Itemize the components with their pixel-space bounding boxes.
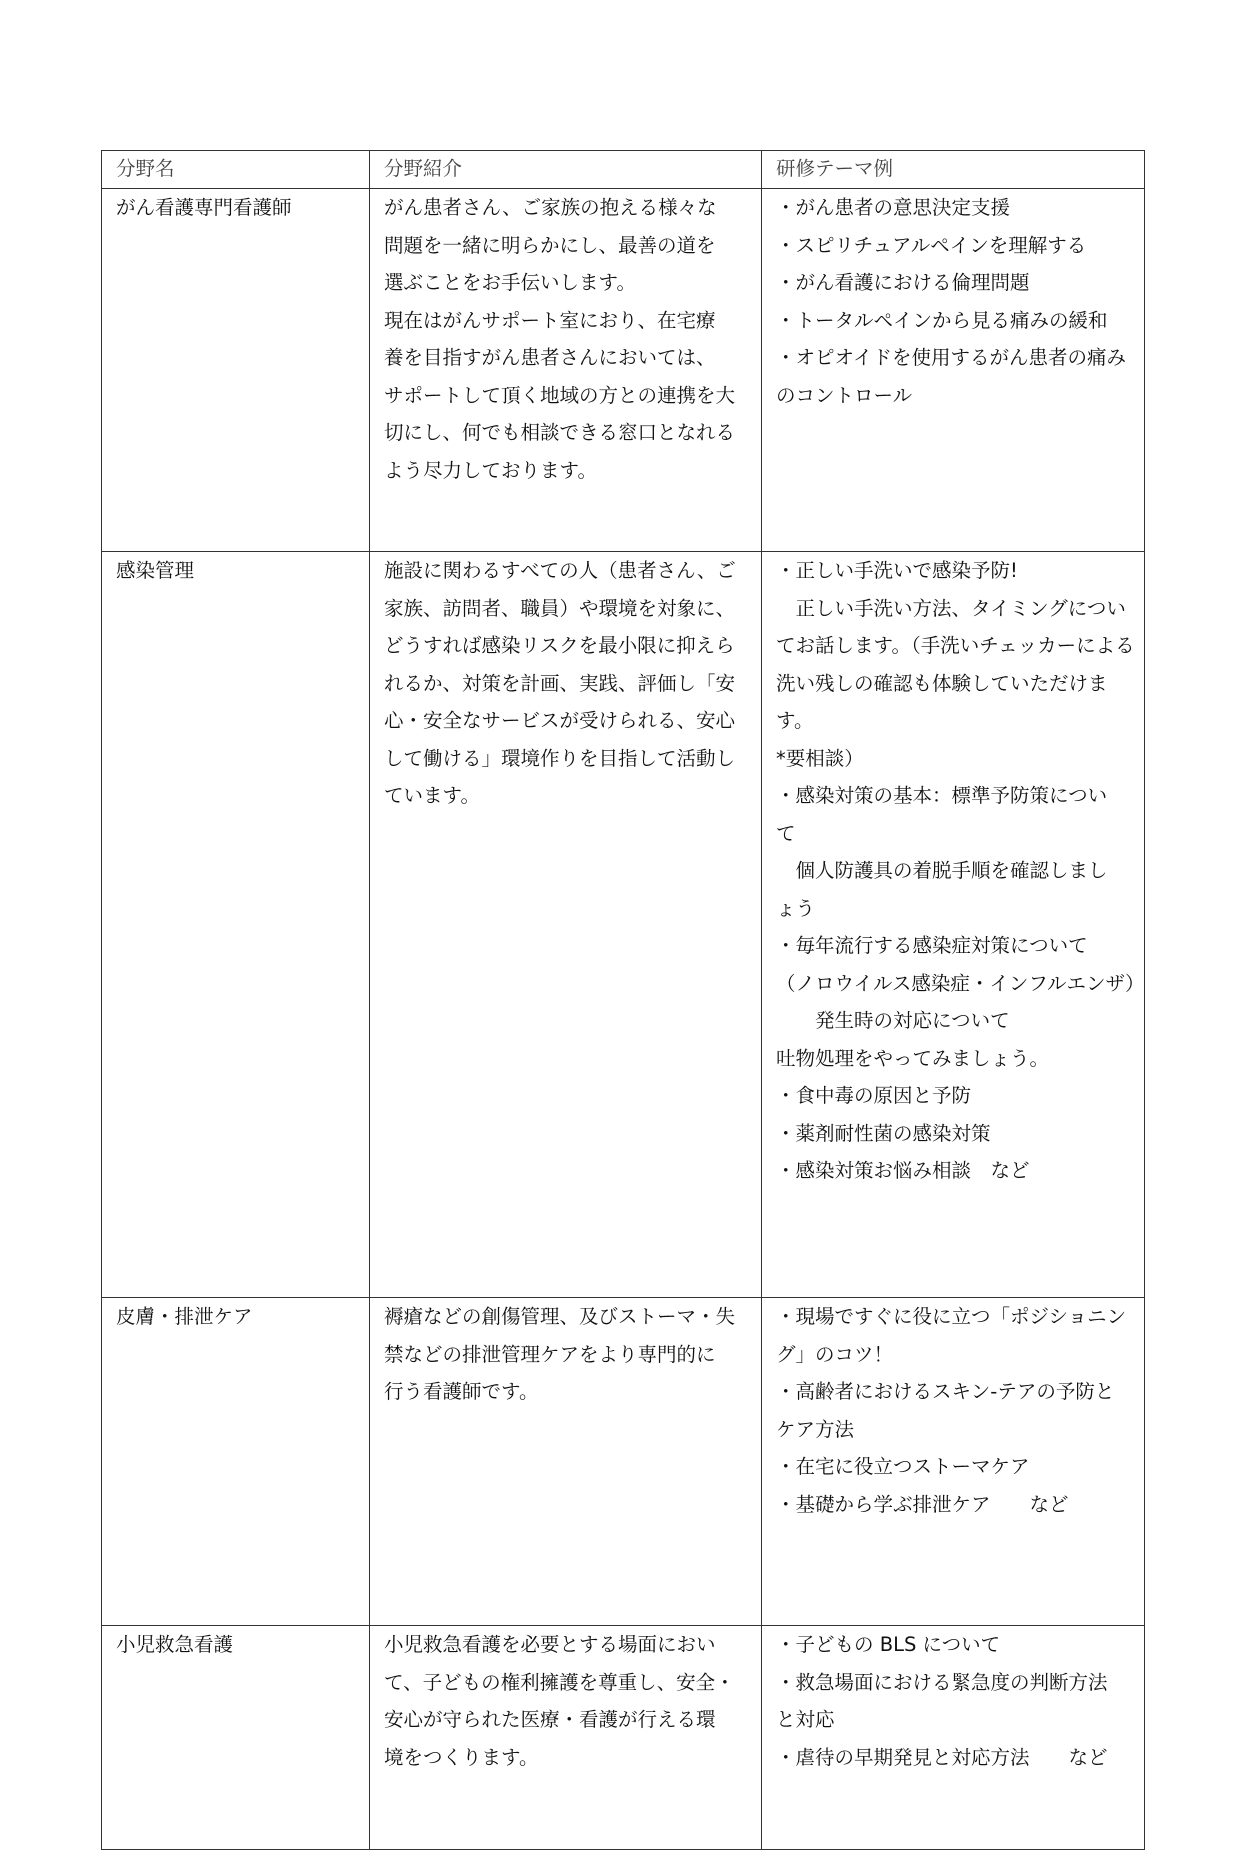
intro-line: 安心が守られた医療・看護が行える環 [384, 1708, 716, 1731]
intro-line: 行う看護師です。 [384, 1380, 539, 1403]
theme-line: 吐物処理をやってみましょう。 [776, 1046, 1050, 1070]
theme-line: ケア方法 [776, 1417, 855, 1441]
intro-line: 現在はがんサポート室におり、在宅療 [384, 308, 716, 332]
theme-line: 正しい手洗い方法、タイミングについ [776, 596, 1126, 620]
intro-line: 心・安全なサービスが受けられる、安心 [384, 709, 736, 732]
table-row [102, 1298, 1145, 1626]
field-name-cell [102, 1626, 370, 1850]
field-name: 感染管理 [116, 559, 195, 582]
training-themes-cell [762, 1298, 1145, 1626]
field-intro-cell [370, 552, 762, 1298]
intro-line: どうすれば感染リスクを最小限に抑えら [384, 634, 735, 657]
training-themes-cell [762, 189, 1145, 552]
training-themes-cell [762, 1626, 1145, 1850]
theme-line: てお話します。（手洗いチェッカーによる [776, 634, 1135, 657]
theme-line: ・がん患者の意思決定支援 [776, 196, 1011, 219]
intro-line: 施設に関わるすべての人（患者さん、ご [384, 559, 736, 582]
theme-line: 発生時の対応について [776, 1009, 1010, 1032]
field-name-cell [102, 1298, 370, 1626]
field-intro-cell [370, 189, 762, 552]
intro-line: れるか、対策を計画、実践、評価し「安 [384, 671, 736, 695]
intro-line: サポートして頂く地域の方との連携を大 [384, 383, 736, 407]
header-themes: 研修テーマ例 [762, 151, 1145, 189]
theme-line: ・正しい手洗いで感染予防! [776, 559, 1018, 582]
theme-line: す。 [776, 709, 814, 732]
theme-line: ・トータルペインから見る痛みの緩和 [776, 308, 1108, 332]
intro-line: がん患者さん、ご家族の抱える様々な [384, 196, 717, 219]
table-body [102, 189, 1145, 1850]
intro-line: て、子どもの権利擁護を尊重し、安全・ [384, 1670, 735, 1694]
theme-line: ・子どもの BLS について [776, 1633, 1001, 1656]
table-row [102, 189, 1145, 552]
intro-line: 養を目指すがん患者さんにおいては、 [384, 346, 716, 369]
header-field: 分野名 [102, 151, 370, 189]
theme-line: ・高齢者におけるスキン‐テアの予防と [776, 1380, 1115, 1403]
theme-line: ょう [776, 896, 816, 920]
theme-line: 洗い残しの確認も体験していただけま [776, 671, 1108, 695]
theme-line: ・食中毒の原因と予防 [776, 1084, 972, 1107]
theme-line: ・感染対策の基本：標準予防策につい [776, 784, 1108, 807]
theme-line: のコントロール [776, 383, 913, 407]
theme-line: 個人防護具の着脱手順を確認しまし [776, 859, 1108, 882]
theme-line: ・在宅に役立つストーマケア [776, 1455, 1030, 1478]
field-intro-cell [370, 1626, 762, 1850]
field-name-cell [102, 552, 370, 1298]
intro-line: 選ぶことをお手伝いします。 [384, 271, 636, 294]
theme-line: ・虐待の早期発見と対応方法 など [776, 1745, 1108, 1769]
intro-line: して働ける」環境作りを目指して活動し [384, 746, 736, 770]
theme-line: て [776, 821, 796, 845]
intro-line: 問題を一緒に明らかにし、最善の道を [384, 233, 716, 257]
intro-line: 家族、訪問者、職員）や環境を対象に、 [384, 596, 736, 620]
theme-line: ・毎年流行する感染症対策について [776, 934, 1088, 957]
theme-line: グ」のコツ！ [776, 1342, 894, 1366]
intro-line: 禁などの排泄管理ケアをより専門的に [384, 1342, 716, 1366]
intro-line: よう尽力しております。 [384, 458, 597, 482]
theme-line: （ノロウイルス感染症・インフルエンザ） [776, 971, 1145, 995]
intro-line: 小児救急看護を必要とする場面におい [384, 1633, 716, 1656]
intro-line: 境をつくります。 [384, 1745, 539, 1769]
theme-line: ・オピオイドを使用するがん患者の痛み [776, 346, 1127, 369]
header-row [102, 151, 1145, 189]
theme-line: ・感染対策お悩み相談 など [776, 1159, 1030, 1182]
theme-line: ・現場ですぐに役に立つ「ポジショニン [776, 1305, 1127, 1328]
intro-line: 切にし、何でも相談できる窓口となれる [384, 421, 736, 444]
field-intro-cell [370, 1298, 762, 1626]
field-name: がん看護専門看護師 [116, 196, 292, 219]
table-row [102, 552, 1145, 1298]
theme-line: ・薬剤耐性菌の感染対策 [776, 1121, 991, 1145]
theme-line: ・救急場面における緊急度の判断方法 [776, 1670, 1108, 1694]
theme-line: と対応 [776, 1708, 835, 1731]
field-name: 小児救急看護 [116, 1633, 234, 1656]
header-intro: 分野紹介 [370, 151, 762, 189]
intro-line: 褥瘡などの創傷管理、及びストーマ・失 [384, 1305, 736, 1328]
training-themes-cell [762, 552, 1145, 1298]
theme-line: ・スピリチュアルペインを理解する [776, 233, 1087, 257]
table-row [102, 1626, 1145, 1850]
theme-line: *要相談） [776, 746, 864, 770]
field-name: 皮膚・排泄ケア [116, 1305, 253, 1328]
theme-line: ・基礎から学ぶ排泄ケア など [776, 1492, 1069, 1516]
theme-line: ・がん看護における倫理問題 [776, 271, 1030, 294]
training-fields-table [101, 150, 1145, 1850]
field-name-cell [102, 189, 370, 552]
intro-line: ています。 [384, 784, 480, 807]
